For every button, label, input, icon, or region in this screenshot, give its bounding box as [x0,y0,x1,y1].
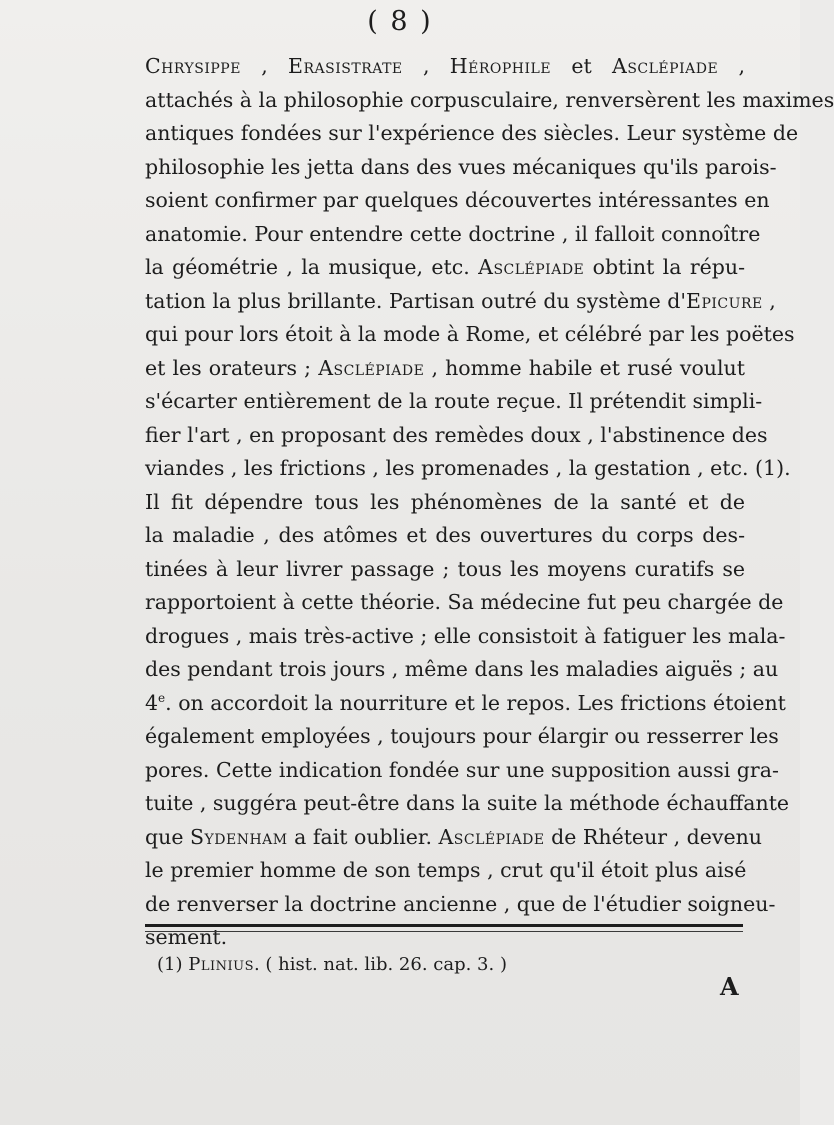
footnote [157,950,657,980]
text-segment: de renverser la doctrine ancienne , que de l'étudier soigneu- [145,891,776,916]
text-segment: s'écarter entièrement de la route reçue. Il prétendit simpli- [145,389,763,413]
text-segment: philosophie les jetta dans des vues mécaniques qu'ils parois- [145,154,777,179]
text-line [145,151,777,185]
text-segment: que [145,824,190,849]
text-segment: , homme habile et rusé voulut [424,355,745,380]
text-line [145,854,745,888]
text-line [145,184,770,218]
text-segment: soient confirmer par quelques découvertes intéressantes en [145,188,770,212]
text-line [145,452,791,486]
text-segment: également employées , toujours pour élargir ou resserrer les [145,724,779,748]
text-segment: qui pour lors étoit à la mode à Rome, et célébré par les poëtes [145,322,795,346]
name-text: Chrysippe [145,54,241,78]
text-line [145,50,745,84]
text-line [145,385,763,419]
text-line [145,251,745,285]
text-line [145,653,779,687]
text-line [145,84,834,118]
text-segment: a fait oublier. [287,824,439,849]
text-segment: e [158,690,166,705]
name-text: Hérophile [449,54,552,78]
text-segment: 4 [145,690,159,715]
text-line [145,318,795,352]
page-number: ( 8 ) [367,6,433,37]
text-segment: antiques fondées sur l'expérience des siècles. Leur système de [145,121,799,145]
text-line [145,821,762,855]
footnote-rule [145,924,743,927]
text-segment: , [762,288,776,313]
text-segment: tation la plus brillante. Partisan outré du système d' [145,288,687,313]
text-segment: fier l'art , en proposant des remèdes doux , l'abstinence des [145,422,768,447]
text-segment: . ( hist. nat. lib. 26. cap. 3. ) [253,954,507,975]
text-segment: attachés à la philosophie corpusculaire, renversèrent les maximes [145,87,834,112]
footnote-rule-thin [145,931,743,932]
text-segment: pores. Cette indication fondée sur une supposition aussi gra- [145,757,779,782]
text-line [145,620,786,654]
text-line [145,117,799,151]
text-line [145,687,786,721]
text-segment: sement. [145,925,228,949]
name-text: Sydenham [189,824,288,849]
name-text: Erasistrate [288,54,403,78]
text-segment: tuite , suggéra peut-être dans la suite la méthode échauffante [145,791,790,815]
text-segment: , [718,54,745,78]
text-line [145,586,784,620]
text-segment: des pendant trois jours , même dans les maladies aiguës ; au [145,657,779,681]
text-line [145,720,779,754]
text-segment: viandes , les frictions , les promenades , la gestation , etc. (1). [145,456,791,480]
text-segment: obtint la répu- [584,255,745,279]
text-segment: de Rhéteur , devenu [544,824,762,849]
text-line [145,352,745,386]
text-segment: (1) [157,954,189,975]
name-text: Epicure [686,288,763,313]
text-line [145,754,779,788]
name-text: Asclépiade [438,824,545,849]
text-segment: . on accordoit la nourriture et le repos. Les frictions étoient [165,690,786,715]
text-line [145,486,745,520]
name-text: Asclépiade [612,54,719,78]
text-segment: tinées à leur livrer passage ; tous les moyens curatifs se [145,556,745,581]
text-segment: Il fit dépendre tous les phénomènes de la santé et de [145,489,745,514]
text-segment: la maladie , des atômes et des ouvertures du corps des- [145,523,745,547]
text-line [145,285,776,319]
text-segment: , [402,54,450,78]
text-line [145,419,768,453]
text-line [145,787,790,821]
name-text: Asclépiade [478,255,585,279]
text-segment: , [240,54,289,78]
text-line [145,218,761,252]
name-text: Plinius [188,954,254,975]
text-segment: drogues , mais très-active ; elle consistoit à fatiguer les mala- [145,623,786,648]
body-text [145,50,834,955]
text-segment: le premier homme de son temps , crut qu'il étoit plus aisé [145,858,747,882]
name-text: Asclépiade [318,355,425,380]
text-segment: la géométrie , la musique, etc. [145,255,479,279]
text-line [145,519,745,553]
text-segment: anatomie. Pour entendre cette doctrine , il falloit connoître [145,221,761,246]
text-line [145,553,745,587]
text-line [145,888,776,922]
text-segment: et les orateurs ; [145,355,319,380]
text-segment: et [551,54,613,78]
text-segment: rapportoient à cette théorie. Sa médecine fut peu chargée de [145,590,784,614]
signature-mark: A [720,972,739,1001]
